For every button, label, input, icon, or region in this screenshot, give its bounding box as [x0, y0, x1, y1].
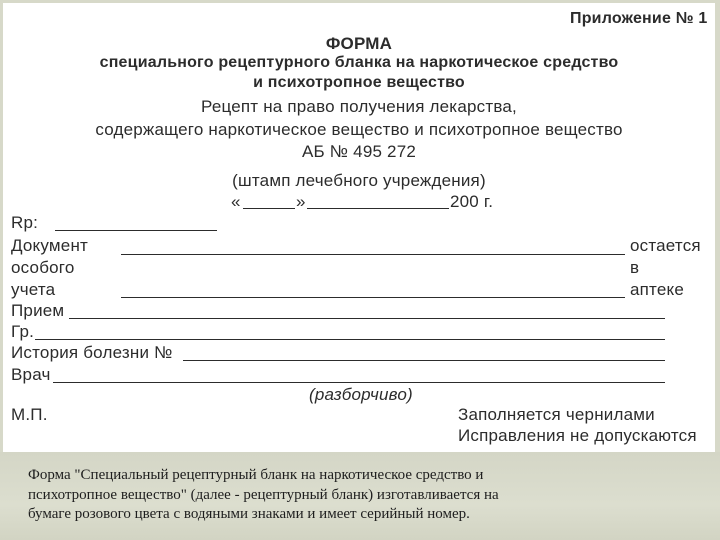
document-line-1	[121, 254, 625, 255]
caption-text	[0, 466, 720, 525]
rp-line	[55, 230, 217, 231]
form-scan-image	[3, 3, 715, 452]
doctor-label: Врач	[11, 365, 51, 384]
date-year: 200 г.	[450, 192, 494, 211]
document-label-line-2: особого	[11, 258, 75, 277]
remains-label-line-1: остается	[630, 236, 701, 255]
ink-note: Заполняется чернилами	[458, 405, 655, 424]
rp-label: Rp:	[11, 213, 39, 232]
caption-line-3: бумаге розового цвета с водяными знаками и имеет серийный номер.	[28, 506, 470, 522]
form-subtitle-line-2: и психотропное вещество	[253, 74, 465, 91]
form-title: ФОРМА	[325, 34, 393, 53]
history-line	[183, 360, 665, 361]
document-label-line-3: учета	[11, 280, 56, 299]
document-line-2	[121, 297, 625, 298]
remains-label-line-2: в	[630, 258, 640, 277]
no-corrections-note: Исправления не допускаются	[458, 426, 697, 445]
date-month-line	[307, 208, 449, 209]
document-label-line-1: Документ	[11, 236, 89, 255]
recipe-line-1: Рецепт на право получения лекарства,	[201, 97, 517, 116]
intake-label: Прием	[11, 301, 65, 320]
series-number: АБ № 495 272	[301, 142, 417, 161]
date-day-line	[243, 208, 295, 209]
history-label: История болезни №	[11, 343, 173, 362]
caption-line-1: Форма "Специальный рецептурный бланк на наркотическое средство и	[28, 467, 484, 483]
date-quote-open: «	[231, 192, 241, 211]
appendix-label: Приложение № 1	[570, 10, 708, 27]
seal-label: М.П.	[11, 405, 48, 424]
citizen-label: Гр.	[11, 322, 35, 341]
recipe-line-2: содержащего наркотическое вещество и психотропное вещество	[95, 120, 623, 139]
citizen-line	[35, 339, 665, 340]
caption-line-2: психотропное вещество" (далее - рецептурный бланк) изготавливается на	[28, 486, 499, 503]
date-quote-close: »	[296, 192, 306, 211]
intake-line	[69, 318, 665, 319]
form-subtitle-line-1: специального рецептурного бланка на наркотическое средство	[99, 54, 619, 71]
remains-label-line-3: аптеке	[630, 280, 684, 299]
stamp-label: (штамп лечебного учреждения)	[232, 171, 486, 190]
legible-note: (разборчиво)	[309, 385, 413, 404]
doctor-line	[53, 382, 665, 383]
